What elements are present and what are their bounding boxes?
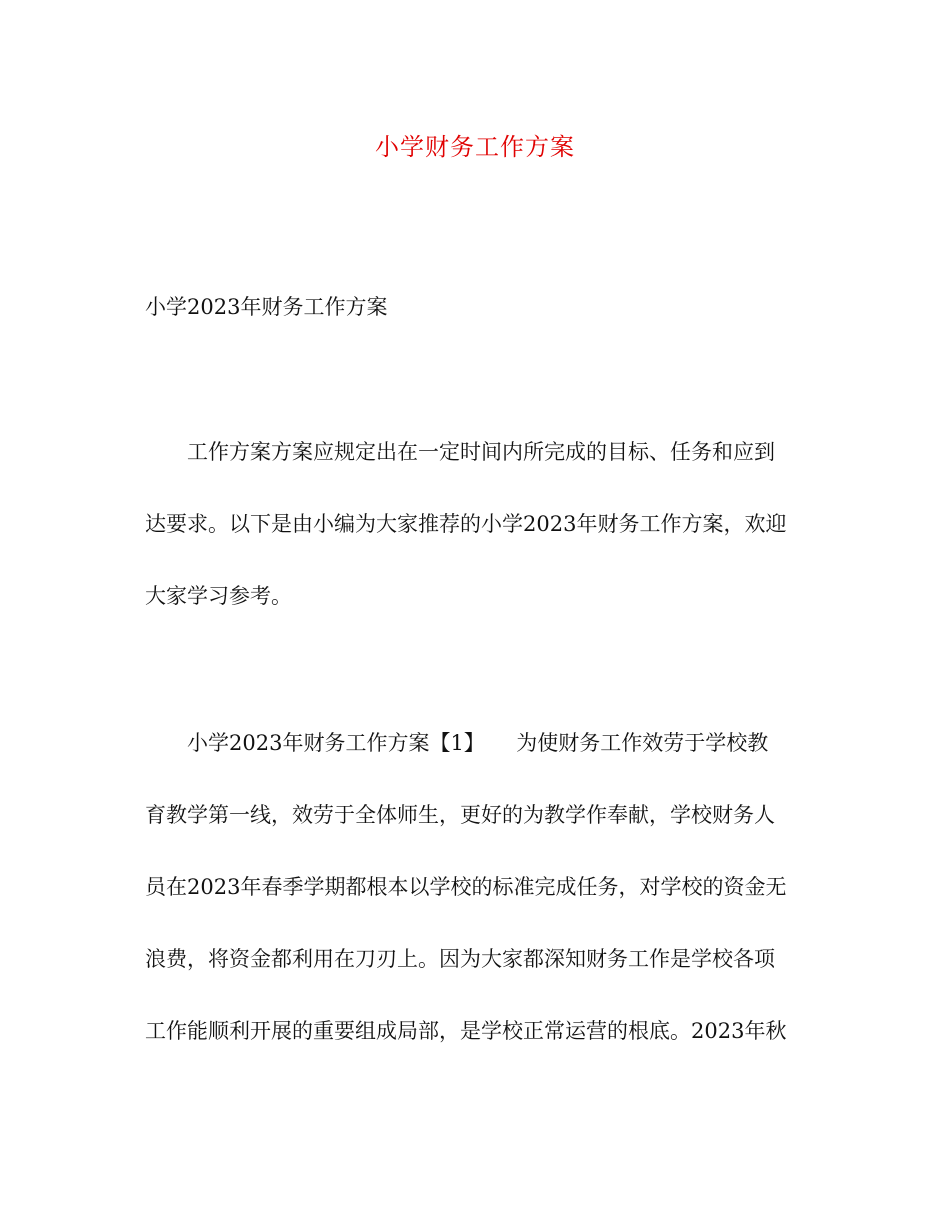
section1-line-1: 小学2023年财务工作方案【1】 为使财务工作效劳于学校教 [187,731,769,755]
document-subtitle: 小学2023年财务工作方案 [145,295,388,319]
intro-line-2: 达要求。以下是由小编为大家推荐的小学2023年财务工作方案，欢迎 [145,512,787,536]
document-title: 小学财务工作方案 [375,133,575,161]
section1-line-4: 浪费，将资金都利用在刀刃上。因为大家都深知财务工作是学校各项 [145,947,775,971]
section1-line-5: 工作能顺利开展的重要组成局部，是学校正常运营的根底。2023年秋 [145,1019,787,1043]
intro-line-3: 大家学习参考。 [145,584,292,608]
section1-line-3: 员在2023年春季学期都根本以学校的标准完成任务，对学校的资金无 [145,875,787,899]
intro-line-1: 工作方案方案应规定出在一定时间内所完成的目标、任务和应到 [187,440,775,464]
section1-line-2: 育教学第一线，效劳于全体师生，更好的为教学作奉献，学校财务人 [145,803,775,827]
